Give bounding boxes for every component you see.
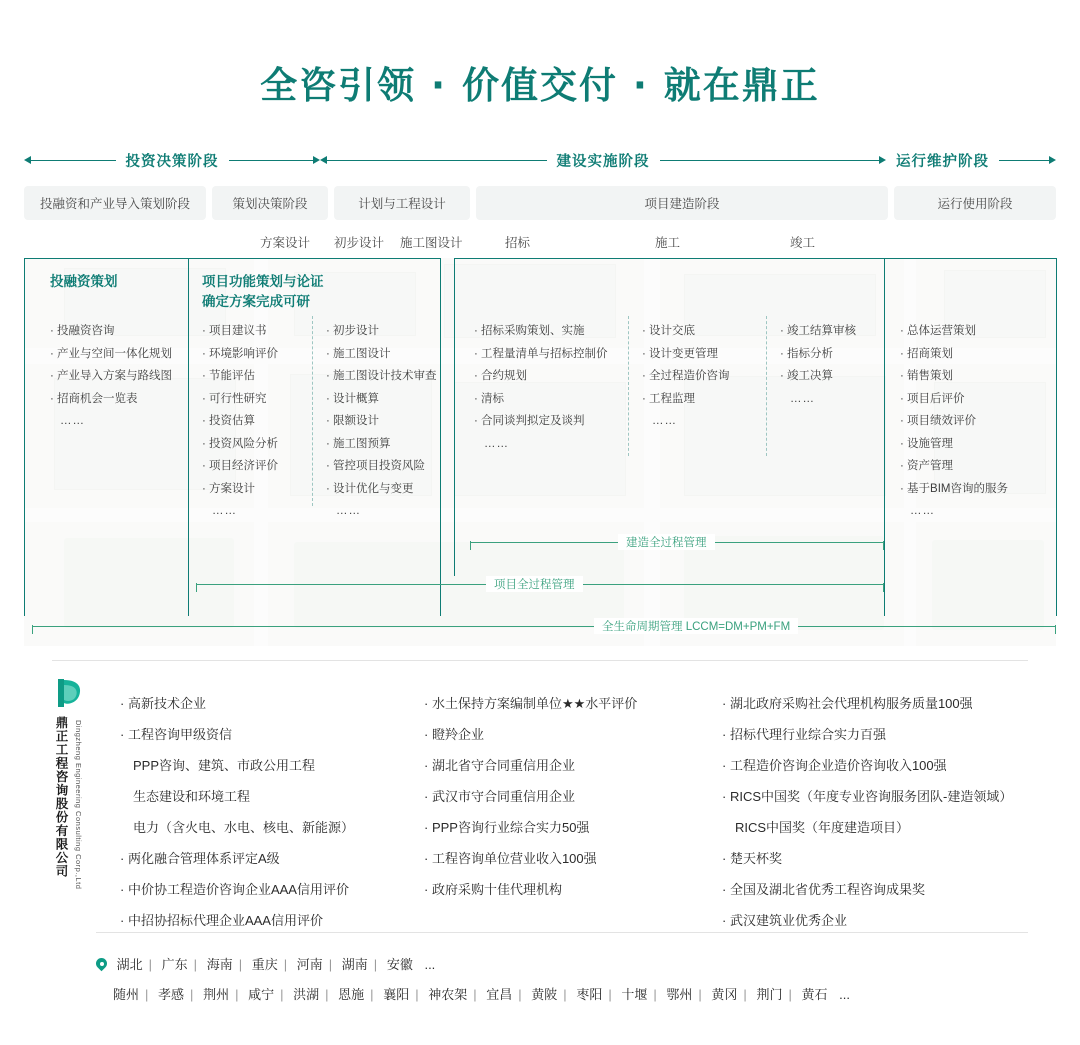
- list-item: · 投融资咨询: [50, 320, 172, 343]
- phase-label: 运行维护阶段: [896, 153, 989, 170]
- list-item: · 项目建议书: [202, 320, 278, 343]
- column-rule: [1056, 258, 1057, 616]
- list-item: · 资产管理: [900, 455, 1008, 478]
- column-items-5: [642, 320, 730, 433]
- region-item: 随州: [113, 987, 140, 1002]
- list-item: · 方案设计: [202, 478, 278, 501]
- list-item: · 项目经济评价: [202, 455, 278, 478]
- list-item: · 限额设计: [326, 410, 437, 433]
- credential-subitem: 生态建设和环境工程: [133, 789, 251, 804]
- column-items-2: [202, 320, 278, 523]
- region-item: 枣阳: [576, 987, 603, 1002]
- location-pin-icon: [96, 958, 107, 972]
- credential-subitem: RICS中国奖（年度建造项目）: [735, 820, 910, 835]
- region-item: 黄陂: [531, 987, 558, 1002]
- phase-rule: [229, 160, 314, 161]
- column-rule: [884, 258, 885, 616]
- credential-item: · 高新技术企业: [120, 688, 420, 719]
- process-bar-label-lifecycle: 全生命周期管理 LCCM=DM+PM+FM: [594, 618, 798, 634]
- list-item: · 施工图设计技术审查: [326, 365, 437, 388]
- page-title: 全咨引领 · 价值交付 · 就在鼎正: [260, 64, 820, 107]
- region-item: 荆门: [756, 987, 783, 1002]
- region-item: 咸宁: [248, 987, 275, 1002]
- list-item: · 竣工决算: [780, 365, 856, 388]
- column-items-6: [780, 320, 856, 410]
- list-item: · 招商机会一览表: [50, 388, 172, 411]
- region-item: 十堰: [621, 987, 648, 1002]
- region-item: 襄阳: [383, 987, 410, 1002]
- credentials-column-1: [120, 688, 420, 936]
- credential-subitem: 电力（含火电、水电、核电、新能源）: [133, 820, 355, 835]
- list-item: · 全过程造价咨询: [642, 365, 730, 388]
- column-items-1: [50, 320, 172, 433]
- section-divider: [96, 932, 1028, 933]
- phase-segment-investment: [24, 149, 320, 171]
- credential-item: · 工程咨询单位营业收入100强: [424, 843, 724, 874]
- region-item: 宜昌: [486, 987, 513, 1002]
- list-item: · 销售策划: [900, 365, 1008, 388]
- list-item: · 设施管理: [900, 433, 1008, 456]
- credential-item: · RICS中国奖（年度专业咨询服务团队-建造领域）: [722, 781, 1052, 812]
- region-item: 广东: [161, 957, 188, 972]
- region-item: 湖南: [341, 957, 368, 972]
- credential-item: · 瞪羚企业: [424, 719, 724, 750]
- stage-box-operation: 运行使用阶段: [894, 186, 1056, 220]
- credential-item: · 中价协工程造价咨询企业AAA信用评价: [120, 874, 420, 905]
- column-rule: [188, 258, 189, 616]
- credential-item: · PPP咨询行业综合实力50强: [424, 812, 724, 843]
- company-logo: [52, 676, 94, 926]
- list-item: · 合约规划: [474, 365, 608, 388]
- company-name-cn: 鼎正工程咨询股份有限公司: [54, 716, 69, 878]
- stage-row: [24, 186, 1056, 220]
- region-more: ...: [839, 987, 850, 1002]
- list-item: · 节能评估: [202, 365, 278, 388]
- list-item-ellipsis: ……: [336, 505, 361, 517]
- list-item: · 设计交底: [642, 320, 730, 343]
- column-rule: [24, 258, 25, 616]
- column-rule-dashed: [766, 316, 768, 456]
- column-rule: [440, 258, 441, 616]
- stage-box-investment-planning: 投融资和产业导入策划阶段: [24, 186, 206, 220]
- stage-box-build: 项目建造阶段: [476, 186, 888, 220]
- arrow-right-icon: [313, 156, 320, 164]
- list-item: · 初步设计: [326, 320, 437, 343]
- region-item: 重庆: [251, 957, 278, 972]
- list-item-ellipsis: ……: [60, 415, 85, 427]
- region-more: ...: [424, 957, 436, 972]
- credential-item: · 工程咨询甲级资信: [120, 719, 420, 750]
- region-item: 湖北: [116, 957, 143, 972]
- column-items-3: [326, 320, 437, 523]
- list-item-ellipsis: ……: [910, 505, 935, 517]
- list-item: · 投资风险分析: [202, 433, 278, 456]
- substage-preliminary-design: 初步设计: [334, 236, 385, 250]
- phase-rule: [999, 160, 1049, 161]
- list-item: · 设计优化与变更: [326, 478, 437, 501]
- list-item: · 环境影响评价: [202, 343, 278, 366]
- arrow-left-icon: [24, 156, 31, 164]
- column-rule-dashed: [628, 316, 630, 456]
- phase-label: 投资决策阶段: [125, 153, 219, 170]
- list-item: · 施工图预算: [326, 433, 437, 456]
- arrow-right-icon: [879, 156, 886, 164]
- column-items-4: [474, 320, 608, 455]
- list-item: · 产业导入方案与路线图: [50, 365, 172, 388]
- list-item: · 总体运营策划: [900, 320, 1008, 343]
- arrow-right-icon: [1049, 156, 1056, 164]
- leaf-logo-icon: [52, 676, 86, 710]
- region-item: 洪湖: [293, 987, 320, 1002]
- region-item: 海南: [206, 957, 233, 972]
- region-item: 黄冈: [711, 987, 738, 1002]
- process-bar-label-project: 项目全过程管理: [486, 576, 583, 592]
- regions-line-cities: 随州 | 孝感 | 荆州 | 咸宁 | 洪湖 | 恩施 | 襄阳 | 神农架 | 宜昌 | 黄陂 | 枣阳 | 十堰 | 鄂州 | 黄冈 | 荆门 | 黄石 ...: [113, 987, 850, 1002]
- section-divider: [52, 660, 1028, 661]
- list-item-ellipsis: ……: [484, 437, 509, 450]
- list-item-ellipsis: ……: [212, 505, 237, 517]
- column-top-rule: [454, 258, 1056, 259]
- column-items-7: [900, 320, 1008, 523]
- credential-item: · 湖北政府采购社会代理机构服务质量100强: [722, 688, 1052, 719]
- credential-item: · 水土保持方案编制单位★★水平评价: [424, 688, 724, 719]
- column-rule: [454, 258, 455, 576]
- substage-construction-drawing: 施工图设计: [400, 236, 463, 250]
- arrow-left-icon: [320, 156, 327, 164]
- phase-label: 建设实施阶段: [556, 153, 650, 170]
- phase-segment-construction: [320, 149, 886, 171]
- list-item-ellipsis: ……: [790, 392, 815, 405]
- phase-rule: [660, 160, 880, 161]
- credential-item: · 两化融合管理体系评定A级: [120, 843, 420, 874]
- credential-subitem: PPP咨询、建筑、市政公用工程: [133, 758, 316, 773]
- list-item: · 设计变更管理: [642, 343, 730, 366]
- credential-item: · 招标代理行业综合实力百强: [722, 719, 1052, 750]
- credential-item: · 政府采购十佳代理机构: [424, 874, 724, 905]
- list-item: · 设计概算: [326, 388, 437, 411]
- list-item: · 合同谈判拟定及谈判: [474, 410, 608, 433]
- regions-line-provinces: 湖北 | 广东 | 海南 | 重庆 | 河南 | 湖南 | 安徽 ...: [96, 950, 850, 980]
- stage-box-design: 计划与工程设计: [334, 186, 470, 220]
- region-item: 荆州: [203, 987, 230, 1002]
- process-bar-label-construction: 建造全过程管理: [618, 534, 715, 550]
- list-item: · 施工图设计: [326, 343, 437, 366]
- list-item: · 管控项目投资风险: [326, 455, 437, 478]
- company-name-en: Dingzheng Engineering Consulting Corp.,Ltd: [74, 720, 83, 890]
- list-item-ellipsis: ……: [652, 415, 677, 427]
- column-top-rule: [24, 258, 440, 259]
- phase-band: [24, 148, 1056, 172]
- region-item: 恩施: [338, 987, 365, 1002]
- phase-rule: [31, 160, 116, 161]
- region-item: 安徽: [386, 957, 413, 972]
- credential-item: · 楚天杯奖: [722, 843, 1052, 874]
- list-item: · 竣工结算审核: [780, 320, 856, 343]
- substage-tender: 招标: [505, 236, 531, 250]
- substage-completion: 竣工: [790, 236, 816, 250]
- process-bar-lifecycle: [32, 626, 1056, 627]
- substage-construction: 施工: [655, 236, 681, 250]
- region-item: 神农架: [428, 987, 468, 1002]
- column-heading-2b: 确定方案完成可研: [202, 294, 310, 309]
- column-heading-1: 投融资策划: [50, 274, 118, 289]
- substage-scheme-design: 方案设计: [260, 236, 311, 250]
- list-item: · 招商策划: [900, 343, 1008, 366]
- phase-segment-operation: [886, 149, 1056, 171]
- column-heading-2: 项目功能策划与论证: [202, 274, 324, 289]
- credential-item: · 全国及湖北省优秀工程咨询成果奖: [722, 874, 1052, 905]
- list-item: · 可行性研究: [202, 388, 278, 411]
- capability-matrix: [24, 258, 1056, 646]
- list-item: · 清标: [474, 388, 608, 411]
- credentials-column-2: [424, 688, 724, 905]
- credential-item: · 湖北省守合同重信用企业: [424, 750, 724, 781]
- phase-rule: [327, 160, 547, 161]
- credentials-column-3: [722, 688, 1052, 936]
- list-item: · 项目绩效评价: [900, 410, 1008, 433]
- list-item: · 投资估算: [202, 410, 278, 433]
- substage-row: [24, 233, 1056, 255]
- region-item: 孝感: [158, 987, 185, 1002]
- region-item: 河南: [296, 957, 323, 972]
- credential-item: · 中招协招标代理企业AAA信用评价: [120, 905, 420, 936]
- list-item: · 工程监理: [642, 388, 730, 411]
- region-item: 鄂州: [666, 987, 693, 1002]
- credential-item: · 武汉建筑业优秀企业: [722, 905, 1052, 936]
- credential-item: · 武汉市守合同重信用企业: [424, 781, 724, 812]
- region-item: 黄石: [801, 987, 828, 1002]
- list-item: · 指标分析: [780, 343, 856, 366]
- list-item: · 工程量清单与招标控制价: [474, 343, 608, 366]
- credential-item: · 工程造价咨询企业造价咨询收入100强: [722, 750, 1052, 781]
- column-rule-dashed: [312, 316, 314, 506]
- list-item: · 项目后评价: [900, 388, 1008, 411]
- list-item: · 产业与空间一体化规划: [50, 343, 172, 366]
- stage-box-decision-planning: 策划决策阶段: [212, 186, 328, 220]
- regions-block: [96, 950, 850, 1010]
- list-item: · 基于BIM咨询的服务: [900, 478, 1008, 501]
- list-item: · 招标采购策划、实施: [474, 320, 608, 343]
